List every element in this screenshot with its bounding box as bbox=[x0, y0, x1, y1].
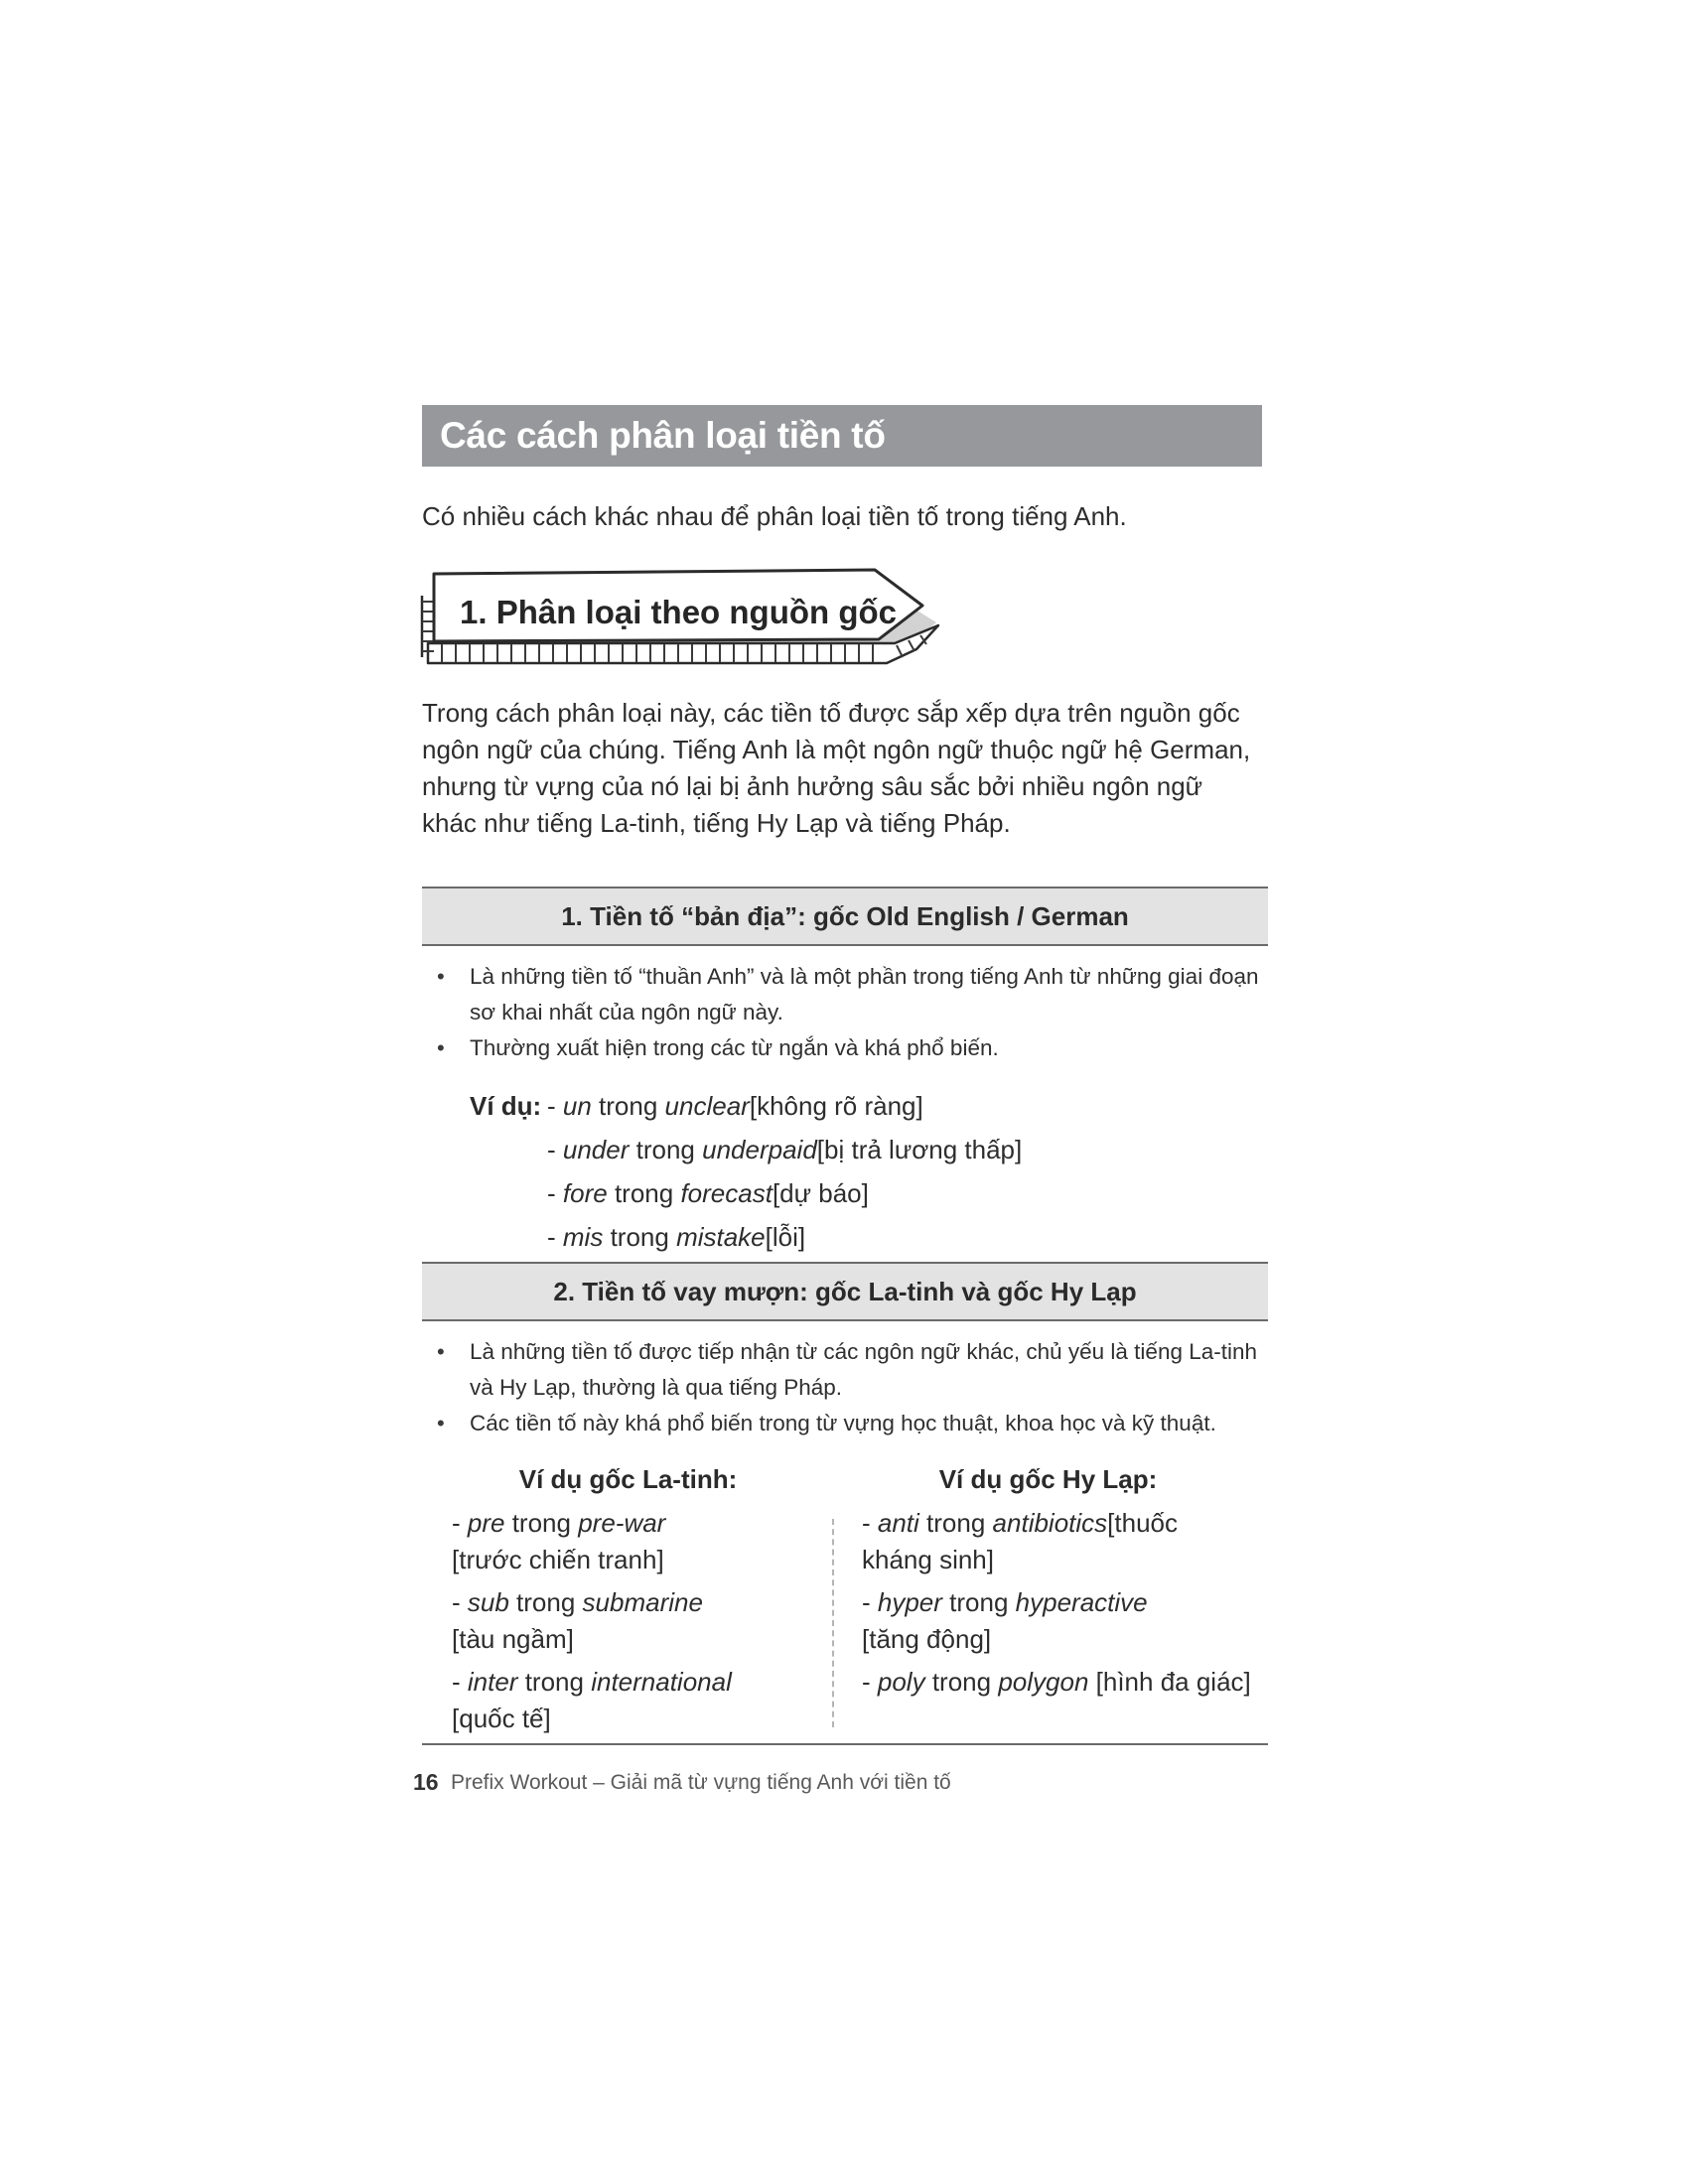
example-meaning: dự báo bbox=[779, 1178, 862, 1208]
body-paragraph: Trong cách phân loại này, các tiền tố được sắp xếp dựa trên nguồn gốc ngôn ngữ của chúng. Tiếng Anh là một ngôn ngữ thuộc ngữ hệ German, nhưng từ vựng của nó lại bị ảnh hưởng sâu sắc bởi nhiều ngôn ngữ khác như tiếng La-tinh, tiếng Hy Lạp và tiếng Pháp. bbox=[422, 698, 1251, 838]
example-prefix: under bbox=[562, 1135, 630, 1164]
table-section-2-header: 2. Tiền tố vay mượn: gốc La-tinh và gốc Hy Lạp bbox=[422, 1264, 1268, 1319]
example-connector: trong bbox=[614, 1178, 674, 1208]
example-word: forecast bbox=[680, 1178, 773, 1208]
example-meaning: hình đa giác bbox=[1102, 1667, 1244, 1697]
example-connector: trong bbox=[610, 1222, 669, 1252]
example-meaning: trước chiến tranh bbox=[459, 1545, 657, 1574]
example-prefix: fore bbox=[562, 1178, 608, 1208]
latin-example-item: - inter trong international [quốc tế] bbox=[452, 1667, 732, 1733]
example-word: international bbox=[591, 1667, 732, 1697]
table-header-1-rule bbox=[422, 944, 1268, 946]
greek-example-item: - anti trong antibiotics[thuốc kháng sinh] bbox=[862, 1508, 1179, 1574]
list-item: • Thường xuất hiện trong các từ ngắn và khá phổ biến. bbox=[422, 1030, 1268, 1066]
example-line: - under trong underpaid[bị trả lương thấp] bbox=[547, 1135, 1023, 1164]
example-meaning: lỗi bbox=[772, 1222, 798, 1252]
example-meaning: tăng động bbox=[869, 1624, 984, 1654]
latin-example-item: - sub trong submarine [tàu ngầm] bbox=[452, 1587, 703, 1654]
example-line: - fore trong forecast[dự báo] bbox=[547, 1178, 869, 1208]
running-footer: Prefix Workout – Giải mã từ vựng tiếng Anh với tiền tố bbox=[451, 1771, 951, 1794]
example-word: hyperactive bbox=[1015, 1587, 1148, 1617]
example-prefix: un bbox=[562, 1091, 592, 1121]
example-connector: trong bbox=[524, 1667, 584, 1697]
table-section-1-header: 1. Tiền tố “bản địa”: gốc Old English / German bbox=[422, 888, 1268, 944]
page-number: 16 bbox=[413, 1769, 439, 1795]
example-word: submarine bbox=[582, 1587, 703, 1617]
example-word: unclear bbox=[664, 1091, 750, 1121]
example-word: polygon bbox=[998, 1667, 1089, 1697]
example-connector: trong bbox=[949, 1587, 1009, 1617]
example-line: - mis trong mistake[lỗi] bbox=[547, 1222, 806, 1252]
column-separator bbox=[832, 1519, 834, 1727]
latin-example-item: - pre trong pre-war [trước chiến tranh] bbox=[452, 1508, 666, 1574]
greek-example-item: - hyper trong hyperactive [tăng động] bbox=[862, 1587, 1148, 1654]
banner-title: 1. Phân loại theo nguồn gốc bbox=[460, 594, 898, 630]
example-connector: trong bbox=[926, 1508, 986, 1538]
example-word: mistake bbox=[676, 1222, 766, 1252]
example-connector: trong bbox=[931, 1667, 992, 1697]
example-word: antibiotics bbox=[992, 1508, 1108, 1538]
example-connector: trong bbox=[516, 1587, 576, 1617]
list-item: • Là những tiền tố “thuần Anh” và là một phần trong tiếng Anh từ những giai đoạn sơ khai nhất của ngôn ngữ này. bbox=[422, 959, 1268, 1030]
list-item: • Là những tiền tố được tiếp nhận từ các ngôn ngữ khác, chủ yếu là tiếng La-tinh và Hy Lạp, thường là qua tiếng Pháp. bbox=[422, 1334, 1268, 1406]
example-meaning: không rõ ràng bbox=[757, 1091, 916, 1121]
example-word: underpaid bbox=[702, 1135, 817, 1164]
example-meaning: bị trả lương thấp bbox=[824, 1135, 1016, 1164]
section-1-bullet-list bbox=[422, 959, 1268, 1066]
example-prefix: pre bbox=[467, 1508, 505, 1538]
example-connector: trong bbox=[599, 1091, 658, 1121]
example-word: pre-war bbox=[578, 1508, 666, 1538]
example-meaning: tàu ngầm bbox=[459, 1624, 567, 1654]
greek-example-item: - poly trong polygon [hình đa giác] bbox=[862, 1667, 1251, 1697]
example-line: - un trong unclear[không rõ ràng] bbox=[547, 1091, 923, 1121]
table-header-2-rule bbox=[422, 1319, 1268, 1321]
example-prefix: mis bbox=[562, 1222, 604, 1252]
section-2-bullet-list bbox=[422, 1334, 1268, 1441]
intro-paragraph: Có nhiều cách khác nhau để phân loại tiền tố trong tiếng Anh. bbox=[422, 501, 1127, 531]
example-prefix: inter bbox=[467, 1667, 518, 1697]
example-prefix: sub bbox=[467, 1587, 509, 1617]
example-connector: trong bbox=[635, 1135, 695, 1164]
section-title: Các cách phân loại tiền tố bbox=[440, 415, 886, 456]
example-meaning: quốc tế bbox=[459, 1704, 544, 1733]
example-prefix: poly bbox=[877, 1667, 925, 1697]
latin-examples-heading: Ví dụ gốc La-tinh: bbox=[518, 1464, 738, 1494]
greek-examples-heading: Ví dụ gốc Hy Lạp: bbox=[938, 1464, 1158, 1494]
example-prefix: anti bbox=[877, 1508, 919, 1538]
example-meaning: thuốc kháng sinh bbox=[862, 1508, 1179, 1574]
heading-banner bbox=[420, 566, 956, 670]
example-prefix: hyper bbox=[877, 1587, 942, 1617]
table-bottom-rule bbox=[422, 1743, 1268, 1745]
example-connector: trong bbox=[511, 1508, 571, 1538]
section-title-bar bbox=[422, 405, 1262, 467]
example-label: Ví dụ: bbox=[470, 1091, 542, 1121]
list-item: • Các tiền tố này khá phổ biến trong từ vựng học thuật, khoa học và kỹ thuật. bbox=[422, 1406, 1268, 1441]
